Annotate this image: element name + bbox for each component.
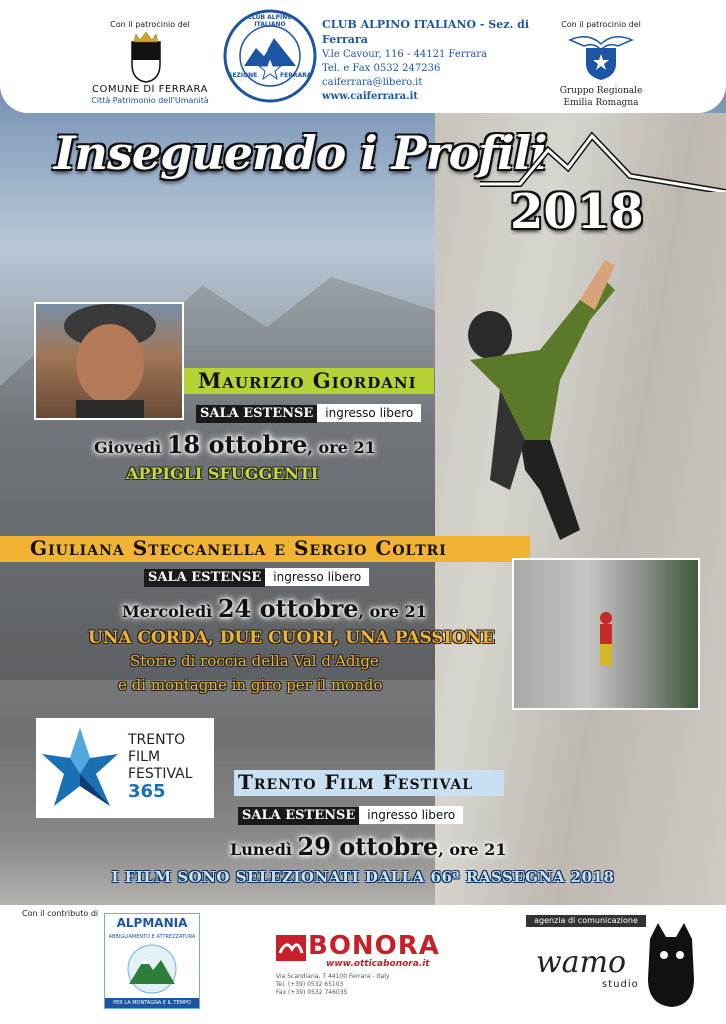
- left-org-subtitle: Città Patrimonio dell'Umanità: [91, 96, 209, 105]
- event-date-num-3: 29 ottobre: [297, 832, 439, 861]
- alpmania-arc-text: ABBIGLIAMENTO E ATTREZZATURA: [108, 934, 196, 940]
- cai-logo-ring-right: FERRARA: [280, 72, 312, 79]
- event-desc-line2: e di montagne in giro per il mondo: [118, 676, 383, 694]
- wamo-sub: studio: [602, 979, 639, 990]
- wamo-cat-mascot-icon: [640, 919, 700, 1009]
- venue-label-1: SALA ESTENSE: [196, 405, 317, 423]
- cai-logo-ring-text: CLUB ALPINO ITALIANO: [247, 14, 293, 28]
- event-time-1: , ore 21: [307, 438, 376, 457]
- event-date-2: [122, 594, 427, 623]
- event-day-2: Mercoledì: [122, 602, 213, 621]
- club-name: CLUB ALPINO ITALIANO - Sez. di Ferrara: [322, 18, 530, 46]
- event-date-1: [94, 430, 376, 459]
- venue-row-3: [238, 804, 463, 825]
- venue-label-2: SALA ESTENSE: [144, 569, 265, 587]
- speaker-name-1: Maurizio Giordani: [198, 368, 417, 393]
- bonora-logo: [276, 933, 456, 1009]
- event-subtitle-2: UNA CORDA, DUE CUORI, UNA PASSIONE: [88, 628, 495, 648]
- contrib-label: Con il contributo di: [22, 909, 99, 918]
- event-date-num-2: 24 ottobre: [217, 594, 359, 623]
- bonora-fax: Fax (+39) 0532 746035: [276, 989, 348, 996]
- event-subtitle-1: APPIGLI SFUGGENTI: [126, 464, 319, 483]
- selection-note: I FILM SONO SELEZIONATI DALLA 66ª RASSEGNA 2018: [111, 868, 615, 886]
- event-date-3: [230, 832, 506, 861]
- venue-row-2: [144, 566, 369, 587]
- right-org-line1: Gruppo Regionale: [559, 86, 643, 96]
- bonora-address: Via Scandiana, 7 44100 Ferrara - Italy: [276, 973, 390, 980]
- header-band: [0, 0, 726, 113]
- bonora-mark-icon: [276, 935, 306, 961]
- alpmania-footer: PER LA MONTAGNA E IL TEMPO LIBERO: [105, 998, 199, 1008]
- club-address: V.le Cavour, 116 - 44121 Ferrara: [322, 49, 488, 60]
- tff-star-icon: [40, 724, 120, 812]
- left-org-name: COMUNE DI FERRARA: [92, 84, 208, 95]
- agency-label: agenzia di comunicazione: [526, 915, 646, 927]
- bonora-name: BONORA: [308, 931, 440, 961]
- speaker-photo-giordani: [34, 302, 184, 420]
- alpmania-mountain-icon: [123, 944, 181, 994]
- speaker-name-2: Giuliana Steccanella e Sergio Coltri: [30, 536, 447, 560]
- alpmania-name: ALPMANIA: [116, 916, 188, 930]
- entry-label-1: ingresso libero: [317, 404, 421, 422]
- event-day-3: Lunedì: [230, 840, 292, 859]
- tff-line4: 365: [128, 781, 166, 802]
- club-email[interactable]: caiferrara@libero.it: [322, 77, 423, 88]
- speaker-name-3: Trento Film Festival: [238, 770, 474, 794]
- venue-label-3: SALA ESTENSE: [238, 807, 359, 825]
- tff-line2: FILM: [128, 749, 161, 765]
- cai-logo-ring-left: SEZIONE: [228, 72, 258, 79]
- climber-small-icon: [514, 560, 698, 708]
- right-patronage-label: Con il patrocinio del: [561, 20, 641, 29]
- event-desc-line1: Storie di roccia della Val d'Adige: [130, 652, 379, 670]
- left-patronage-label: Con il patrocinio del: [110, 20, 190, 29]
- event-time-2: , ore 21: [358, 602, 427, 621]
- sponsor-band: [0, 905, 726, 1024]
- bonora-phone: Tel. (+39) 0532 65103: [276, 981, 344, 988]
- tff-line3: FESTIVAL: [128, 766, 193, 782]
- cai-eagle-emblem-icon: [568, 30, 634, 82]
- alpmania-logo: [104, 913, 200, 1016]
- climbing-photo-steccanella: [512, 558, 700, 710]
- bonora-contact: [276, 973, 389, 997]
- portrait-placeholder-icon: [36, 304, 182, 418]
- venue-row-1: [196, 402, 421, 423]
- club-phone: Tel. e Fax 0532 247236: [322, 63, 441, 74]
- tff-logo-text: [128, 732, 193, 800]
- club-website[interactable]: www.caiferrara.it: [322, 91, 418, 102]
- wamo-name: wamo: [536, 945, 627, 980]
- climber-illustration: [430, 240, 630, 550]
- right-org-line2: Emilia Romagna: [563, 98, 639, 108]
- entry-label-2: ingresso libero: [265, 568, 369, 586]
- tff-line1: TRENTO: [128, 732, 186, 748]
- poster-year: 2018: [510, 184, 644, 240]
- event-date-num-1: 18 ottobre: [166, 430, 308, 459]
- mountain-outline-icon: [480, 128, 726, 192]
- club-contact-block: [322, 18, 552, 104]
- trento-film-festival-logo: [36, 718, 214, 818]
- entry-label-3: ingresso libero: [359, 806, 463, 824]
- event-day-1: Giovedì: [94, 438, 162, 457]
- ferrara-coat-of-arms-icon: [128, 32, 164, 84]
- bonora-web[interactable]: www.otticabonora.it: [326, 959, 430, 969]
- poster-title: Inseguendo i Profili: [54, 126, 547, 180]
- event-time-3: , ore 21: [438, 840, 507, 859]
